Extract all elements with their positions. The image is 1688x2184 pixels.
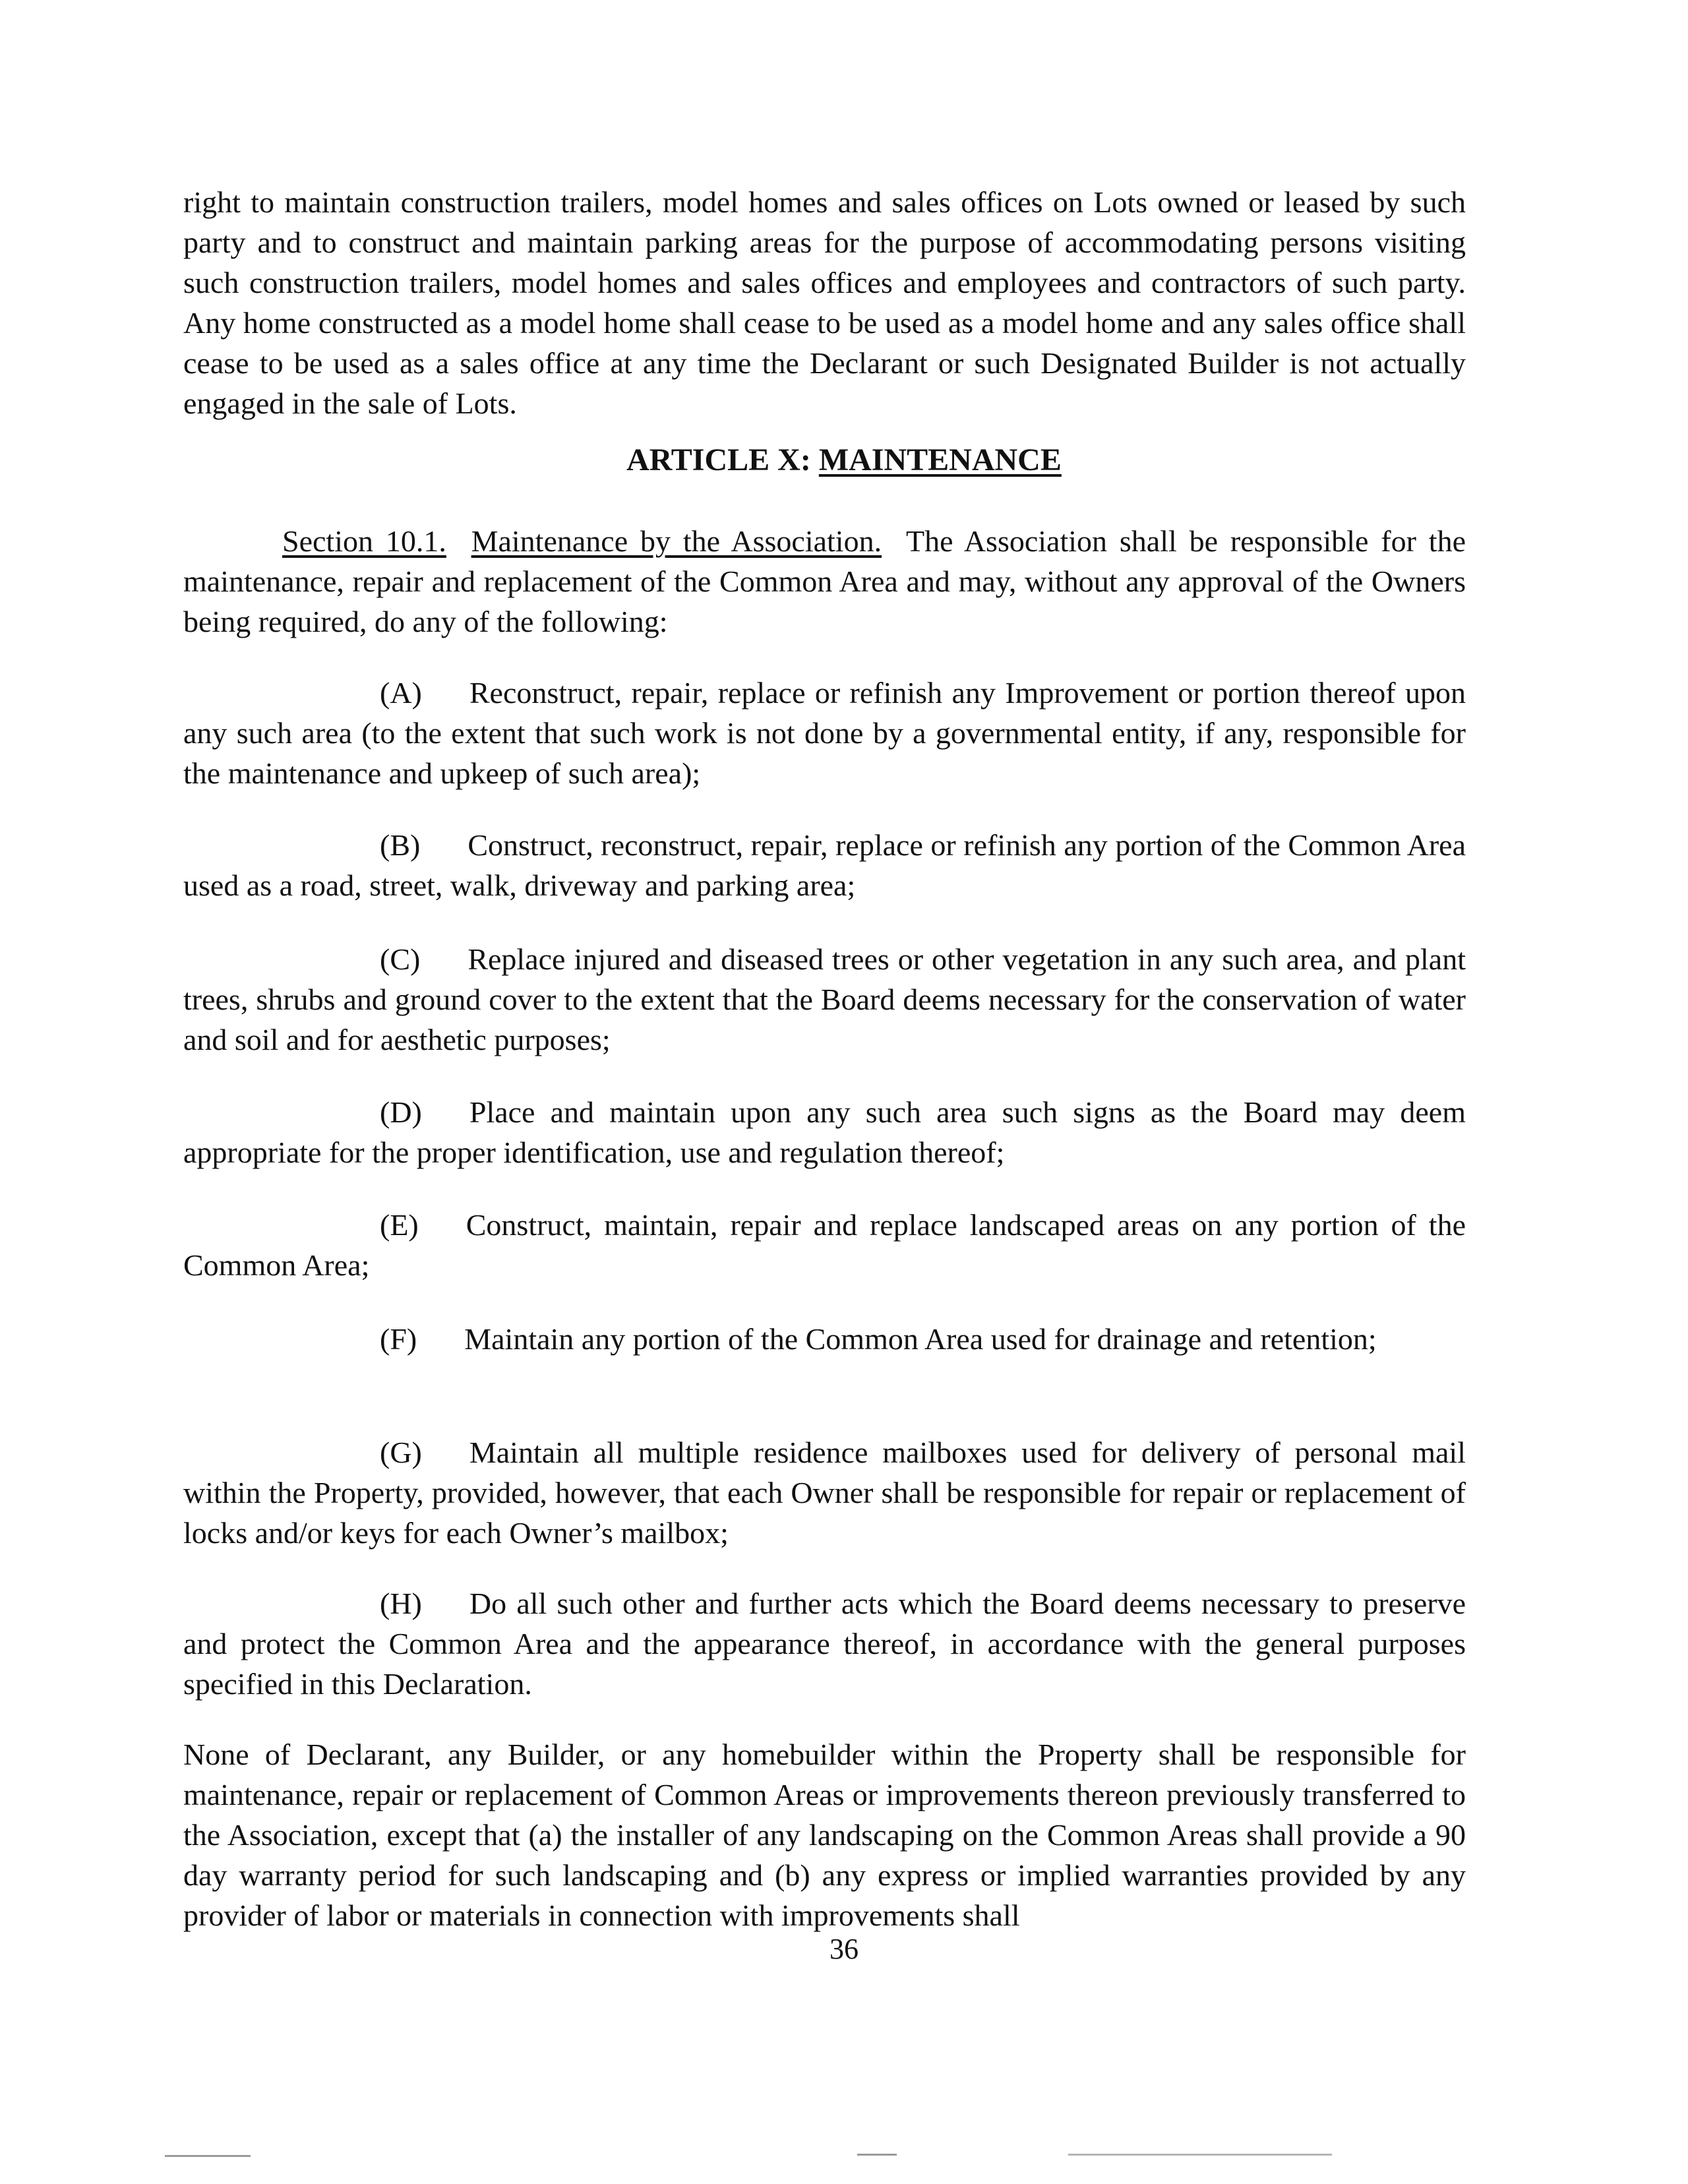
item-label: (A) (380, 676, 422, 710)
scan-speck (1068, 2154, 1332, 2156)
article-heading-prefix: ARTICLE X: (626, 442, 819, 477)
item-text: Maintain all multiple residence mailboxes used for delivery of personal mail within the Property, provided, however, that each Owner shall be responsible for repair or replacement of locks and/or keys for each Owner’s mailbox; (183, 1436, 1466, 1550)
item-text: Replace injured and diseased trees or other vegetation in any such area, and plant trees, shrubs and ground cover to the extent that the Board deems necessary for the conservation of water and soil and for aesthetic purposes; (183, 942, 1466, 1056)
list-item-a (183, 673, 1466, 793)
item-label: (H) (380, 1587, 422, 1620)
item-text: Maintain any portion of the Common Area used for drainage and retention; (464, 1322, 1377, 1356)
list-item-c (183, 939, 1466, 1060)
item-text: Construct, maintain, repair and replace landscaped areas on any portion of the Common Area; (183, 1208, 1466, 1282)
section-text: The Association shall be responsible for the maintenance, repair and replacement of the Common Area and may, without any approval of the Owners being required, do any of the following: (183, 524, 1466, 638)
item-text: Reconstruct, repair, replace or refinish any Improvement or portion thereof upon any such area (to the extent that such work is not done by a governmental entity, if any, responsible for the maintenance and upkeep of such area); (183, 676, 1466, 790)
list-item-h (183, 1583, 1466, 1704)
section-10-1 (183, 521, 1466, 642)
page-number: 36 (829, 1933, 859, 1965)
scan-speck (857, 2154, 897, 2156)
item-label: (G) (380, 1436, 422, 1469)
list-item-f (183, 1319, 1466, 1359)
article-heading (0, 440, 1688, 480)
item-label: (F) (380, 1322, 417, 1356)
item-text: Place and maintain upon any such area such signs as the Board may deem appropriate for the proper identification, use and regulation thereof; (183, 1095, 1466, 1169)
item-label: (E) (380, 1208, 419, 1242)
closing-paragraph: None of Declarant, any Builder, or any homebuilder within the Property shall be responsible for maintenance, repair or replacement of Common Areas or improvements thereon previously transferred to the Association, except that (a) the installer of any landscaping on the Common Areas shall provide a 90 day warranty period for such landscaping and (b) any express or implied warranties provided by any provider of labor or materials in connection with improvements shall (183, 1738, 1466, 1932)
section-number: Section 10.1. (282, 524, 446, 558)
item-label: (B) (380, 828, 421, 862)
section-title: Maintenance by the Association. (471, 524, 882, 558)
list-item-g (183, 1432, 1466, 1553)
item-text: Do all such other and further acts which the Board deems necessary to preserve and protect the Common Area and the appearance thereof, in accordance with the general purposes specified in this Declaration. (183, 1587, 1466, 1701)
scan-speck (165, 2155, 251, 2157)
list-item-e (183, 1205, 1466, 1285)
item-label: (C) (380, 942, 421, 976)
article-heading-title: MAINTENANCE (818, 442, 1062, 477)
item-label: (D) (380, 1095, 422, 1129)
item-text: Construct, reconstruct, repair, replace or refinish any portion of the Common Area used as a road, street, walk, driveway and parking area; (183, 828, 1466, 902)
list-item-b (183, 825, 1466, 905)
intro-paragraph: right to maintain construction trailers, model homes and sales offices on Lots owned or leased by such party and to construct and maintain parking areas for the purpose of accommodating persons visiting such construction trailers, model homes and sales offices and employees and contractors of such party. Any home constructed as a model home shall cease to be used as a model home and any sales office shall cease to be used as a sales office at any time the Declarant or such Designated Builder is not actually engaged in the sale of Lots. (183, 185, 1466, 420)
list-item-d (183, 1092, 1466, 1172)
